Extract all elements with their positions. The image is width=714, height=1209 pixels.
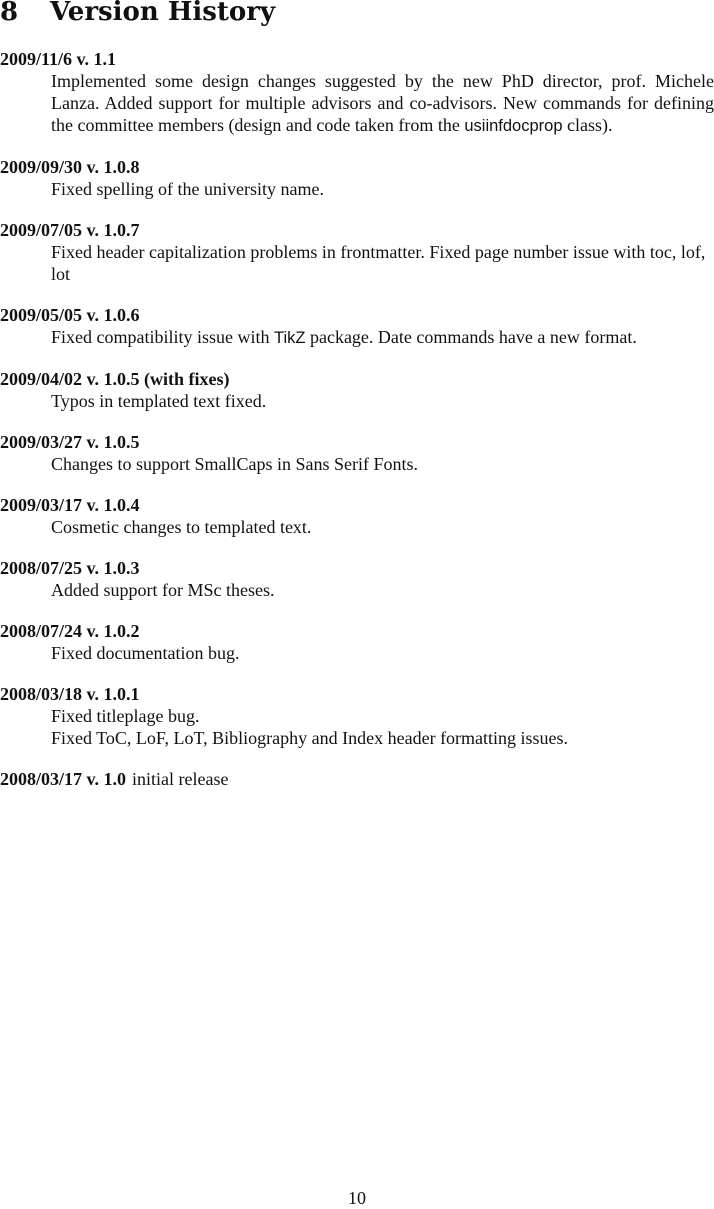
version-entry-head: 2008/07/25 v. 1.0.3 — [0, 558, 140, 578]
version-entry-body: Changes to support SmallCaps in Sans Serif Fonts. — [51, 454, 419, 474]
version-entry-body: Fixed compatibility issue with TikZ package. Date commands have a new format. — [51, 327, 637, 347]
version-entry — [0, 368, 714, 412]
version-entry — [0, 156, 714, 200]
version-entry-body: Typos in templated text fixed. — [51, 391, 267, 411]
version-entry-body: Cosmetic changes to templated text. — [51, 517, 312, 537]
version-entry — [0, 219, 714, 285]
version-entry-body: Fixed documentation bug. — [51, 643, 240, 663]
version-entry-head: 2008/03/18 v. 1.0.1 — [0, 684, 140, 704]
version-entry-body: Fixed header capitalization problems in frontmatter. Fixed page number issue with toc, lof, lot — [51, 242, 706, 284]
version-entry-head: 2009/05/05 v. 1.0.6 — [0, 305, 140, 325]
version-entry-head: 2009/11/6 v. 1.1 — [0, 49, 117, 69]
version-entry-body: Added support for MSc theses. — [51, 580, 275, 600]
page-number: 10 — [348, 1188, 366, 1208]
version-entry-head: 2009/07/05 v. 1.0.7 — [0, 220, 140, 240]
version-entry — [0, 683, 714, 749]
package-name: TikZ — [274, 329, 306, 347]
version-entry — [0, 620, 714, 664]
version-entry — [0, 768, 714, 790]
version-entry-body: Implemented some design changes suggested by the new PhD director, prof. Michele Lanza. Added support for multiple advisors and co-advisors. New commands for defining the committee members (design and code taken from the usiinfdocprop class). — [51, 71, 714, 135]
section-title: Version History — [50, 0, 276, 27]
version-entry — [0, 304, 714, 349]
section-heading — [0, 0, 275, 30]
version-entry — [0, 431, 714, 475]
version-entry-head: 2009/09/30 v. 1.0.8 — [0, 157, 140, 177]
version-entry-body: Fixed titleplage bug. Fixed ToC, LoF, LoT, Bibliography and Index header formatting issues. — [51, 706, 569, 748]
version-entry — [0, 557, 714, 601]
version-history-list — [0, 48, 714, 809]
version-entry-inline-desc: initial release — [132, 769, 229, 789]
version-entry — [0, 494, 714, 538]
version-entry — [0, 48, 714, 137]
section-number: 8 — [0, 0, 19, 27]
version-entry-head: 2009/03/17 v. 1.0.4 — [0, 495, 140, 515]
version-entry-head: 2008/07/24 v. 1.0.2 — [0, 621, 140, 641]
version-entry-head: 2008/03/17 v. 1.0 initial release — [0, 769, 229, 789]
version-entry-body: Fixed spelling of the university name. — [51, 179, 324, 199]
version-entry-head: 2009/04/02 v. 1.0.5 (with fixes) — [0, 369, 230, 389]
version-entry-head: 2009/03/27 v. 1.0.5 — [0, 432, 140, 452]
class-name: usiinfdocprop — [464, 117, 563, 135]
